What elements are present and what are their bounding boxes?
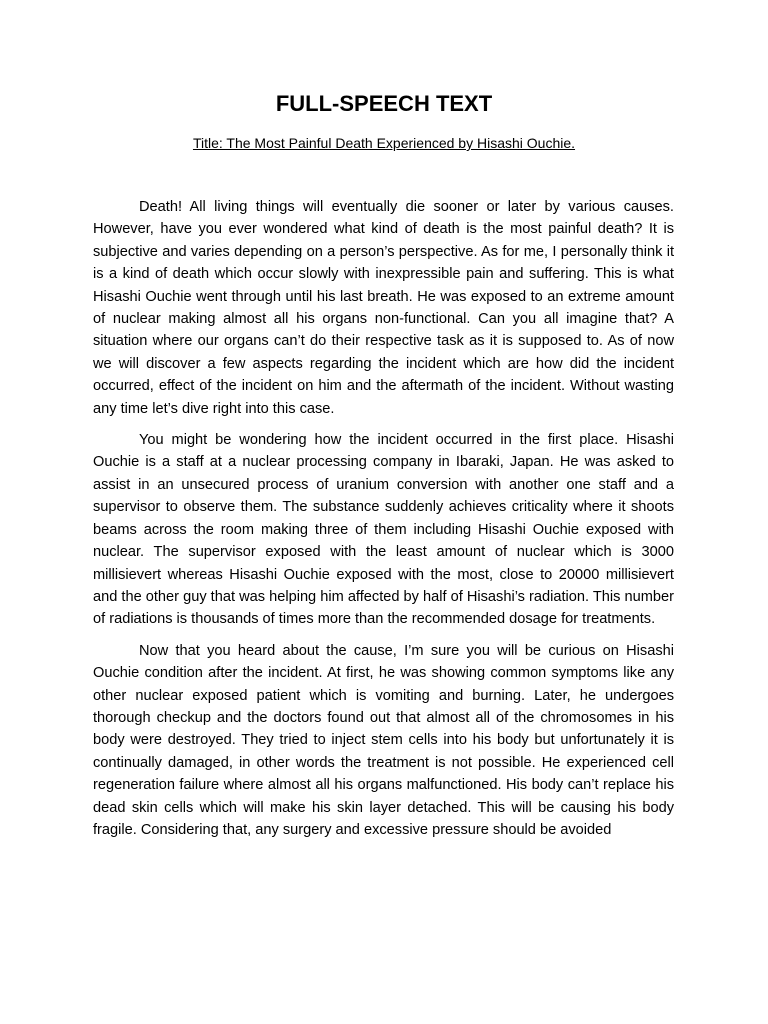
paragraph-cause: You might be wondering how the incident occurred in the first place. Hisashi Ouchie is a staff at a nuclear processing company in Ibaraki, Japan. He was asked to assist in an unsecured process of uranium conversion with another one staff and a supervisor to observe them. The substance suddenly achieves criticality where it shoots beams across the room making three of them including Hisashi Ouchie exposed with nuclear. The supervisor exposed with the least amount of nuclear which is 3000 millisievert whereas Hisashi Ouchie exposed with the most, close to 20000 millisievert and the other guy that was helping him affected by half of Hisashi’s radiation. This number of radiations is thousands of times more than the recommended dosage for treatments. (93, 432, 674, 628)
document-heading: FULL-SPEECH TEXT (275, 91, 493, 116)
speech-body (93, 196, 674, 850)
speech-title: Title: The Most Painful Death Experienced by Hisashi Ouchie. (192, 135, 576, 151)
paragraph-introduction: Death! All living things will eventually die sooner or later by various causes. However, have you ever wondered what kind of death is the most painful death? It is subjective and varies depending on a person’s perspective. As for me, I personally think it is a kind of death which occur slowly with inexpressible pain and suffering. This is what Hisashi Ouchie went through until his last breath. He was exposed to an extreme amount of nuclear making almost all his organs non-functional. Can you all imagine that? A situation where our organs can’t do their respective task as it is supposed to. As of now we will discover a few aspects regarding the incident which are how did the incident occurred, effect of the incident on him and the aftermath of the incident. Without wasting any time let’s dive right into this case. (93, 199, 674, 417)
paragraph-condition: Now that you heard about the cause, I’m sure you will be curious on Hisashi Ouchie condition after the incident. At first, he was showing common symptoms like any other nuclear exposed patient which is vomiting and burning. Later, he undergoes thorough checkup and the doctors found out that almost all of the chromosomes in his body were destroyed. They tried to inject stem cells into his body but unfortunately it is continually damaged, in other words the treatment is not possible. He experienced cell regeneration failure where almost all his organs malfunctioned. His body can’t replace his dead skin cells which will make his skin layer detached. This will be causing his body fragile. Considering that, any surgery and excessive pressure should be avoided (93, 642, 674, 838)
